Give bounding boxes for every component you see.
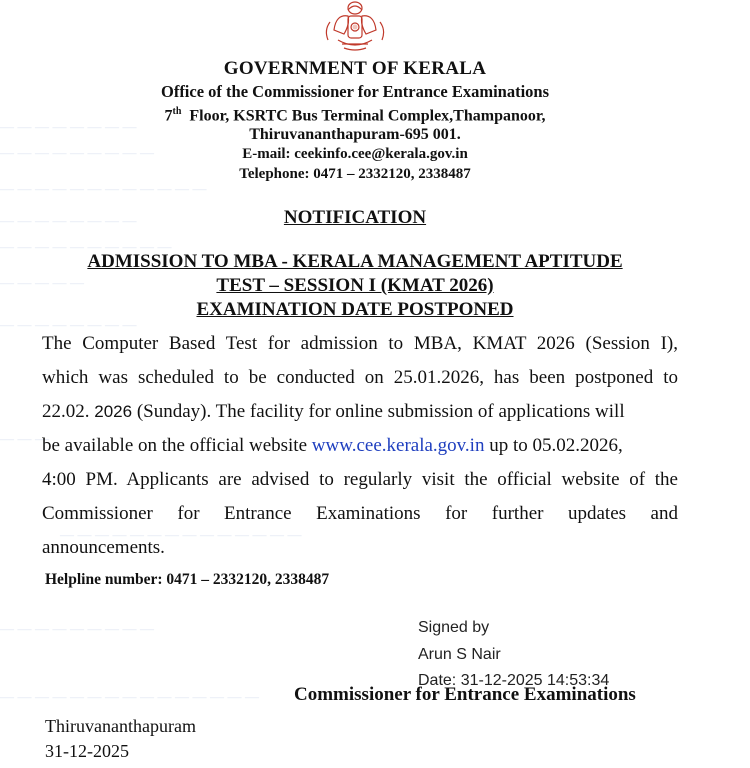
- kerala-emblem-icon: [314, 0, 396, 52]
- helpline: Helpline number: 0471 – 2332120, 2338487: [45, 571, 330, 588]
- body-line-6: Commissioner for Entrance Examinations for further updates and: [42, 503, 678, 524]
- place: Thiruvananthapuram: [45, 716, 196, 736]
- body-line-2: which was scheduled to be conducted on 25.01.2026, has been postponed to: [42, 367, 678, 388]
- notification-page: — — — — — — — — — — — — — — — — — — — — — — — — — — — — — — — — — — — — — — — — — — — — — — — — — — — — — — — — — — — — — — — — — — — — — — — — — — — — — — — — — — — — — — — — — — — — — — — — — — — — — GOVERNMENT OF KERALA Office of the Commissioner for Entrance Examinations 7th Floor, KSRTC Bus Terminal Complex,Thampanoor, Thiruvananthapuram-695 001. E-mail: ceekinfo.cee@kerala.gov.in Telephone: 0471 – 2332120, 2338487 NOTIFICATION ADMISSION TO MBA - KERALA MANAGEMENT APTITUDE TEST – SESSION I (KMAT 2026) EXAMINATION DATE POSTPONED The Computer Based Test for admission to MBA, KMAT 2026 (Session I), which was scheduled to be conducted on 25.01.2026, has been postponed to 22.02. 2026 (Sunday). The facility for online submission of applications will be available on the official website www.cee.kerala.gov.in up to 05.02.2026, 4:00 PM. Applicants are advised to regularly visit the official website of the Commissioner for Entrance Examinations for further updates and announcements. Helpline number: 0471 – 2332120, 2338487 Signed by Arun S Nair Date: 31-12-2025 14:53:34 Commissioner for Entrance Examinations Thiruvananthapuram 31-12-2025: [0, 0, 750, 768]
- issue-date: 31-12-2025: [45, 741, 129, 761]
- body-line-4: be available on the official website www.cee.kerala.gov.in up to 05.02.2026,: [42, 435, 623, 456]
- body-line-5: 4:00 PM. Applicants are advised to regularly visit the official website of the: [42, 469, 678, 490]
- designation: Commissioner for Entrance Examinations: [294, 684, 636, 705]
- address-line-2: Thiruvananthapuram-695 001.: [249, 126, 461, 143]
- body-line-7: announcements.: [42, 537, 165, 558]
- body-line-3: 22.02. 2026 (Sunday). The facility for online submission of applications will: [42, 401, 625, 422]
- notification-title: NOTIFICATION: [283, 207, 427, 228]
- government-title: GOVERNMENT OF KERALA: [223, 58, 487, 79]
- office-name: Office of the Commissioner for Entrance Examinations: [160, 82, 550, 101]
- subject-line-2: TEST – SESSION I (KMAT 2026): [216, 275, 494, 296]
- telephone: Telephone: 0471 – 2332120, 2338487: [239, 166, 471, 182]
- subject-line-3: EXAMINATION DATE POSTPONED: [196, 299, 514, 320]
- subject-line-1: ADMISSION TO MBA - KERALA MANAGEMENT APTITUDE: [87, 251, 623, 272]
- address-line-1: 7th Floor, KSRTC Bus Terminal Complex,Thampanoor,: [164, 106, 546, 125]
- website-link[interactable]: www.cee.kerala.gov.in: [311, 435, 485, 456]
- body-line-1: The Computer Based Test for admission to MBA, KMAT 2026 (Session I),: [42, 333, 678, 354]
- signature-date: Date: 31-12-2025 14:53:34: [418, 672, 610, 689]
- signature-signed-by: Signed by: [418, 619, 490, 636]
- signature-name: Arun S Nair: [418, 646, 501, 663]
- email: E-mail: ceekinfo.cee@kerala.gov.in: [242, 146, 468, 162]
